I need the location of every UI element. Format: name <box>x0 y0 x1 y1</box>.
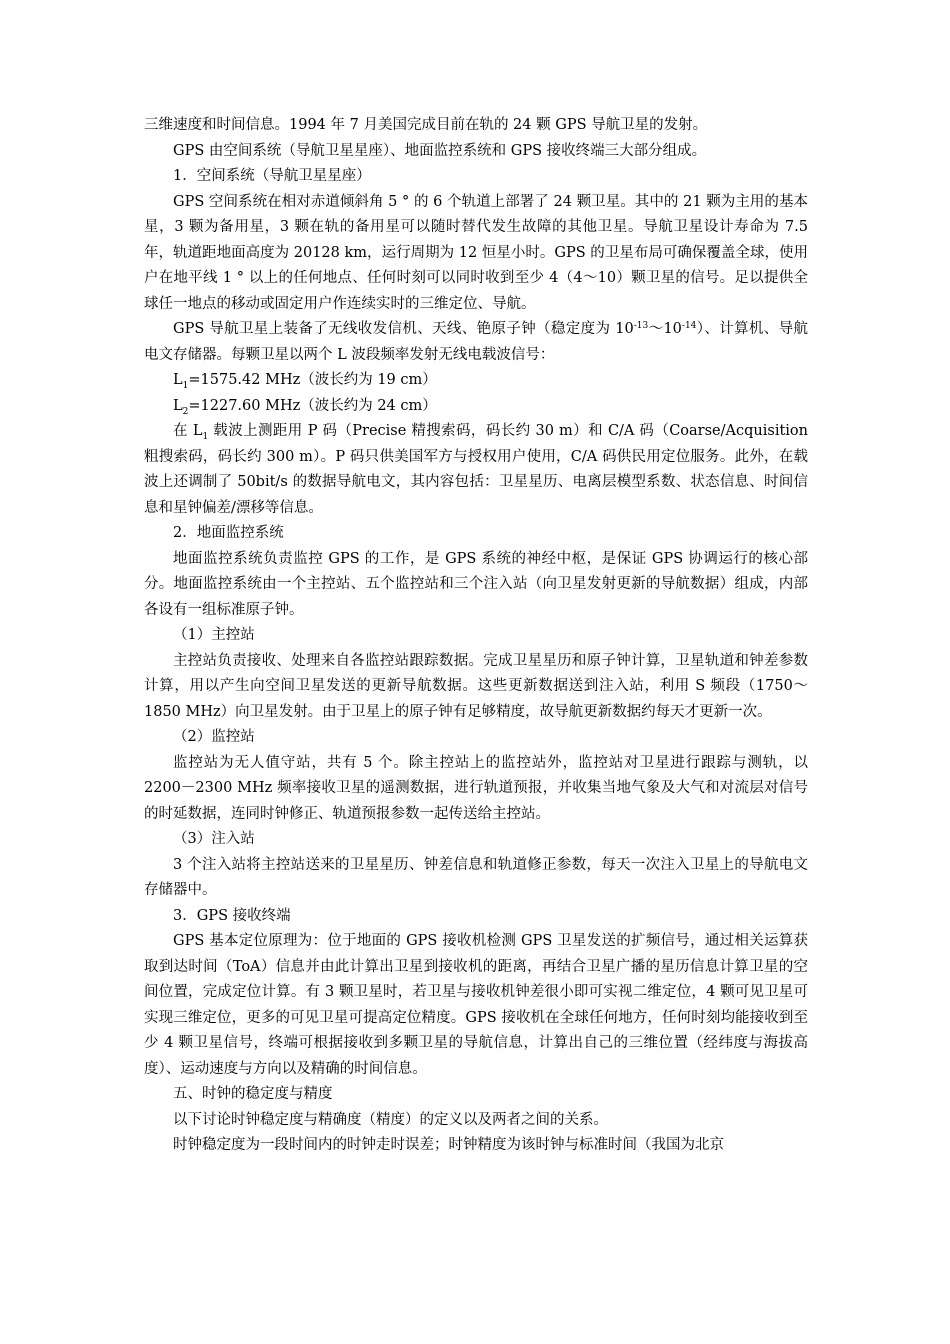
l1-subscript: 1 <box>182 381 189 391</box>
heading-ground-control: 2．地面监控系统 <box>173 525 284 541</box>
l1-symbol: L <box>173 372 183 388</box>
paragraph-monitor-station: 监控站为无人值守站，共有 5 个。除主控站上的监控站外，监控站对卫星进行跟踪与测轨，以 2200－2300 MHz 频率接收卫星的遥测数据，进行轨道预报，并收集当地气象及大气和对流层对信号的时延数据，连同时钟修正、轨道预报参数一起传送给主控站。 <box>144 754 808 822</box>
paragraph-ground-control: 地面监控系统负责监控 GPS 的工作，是 GPS 系统的神经中枢，是保证 GPS 协调运行的核心部分。地面监控系统由一个主控站、五个监控站和三个注入站（向卫星发射更新的导航数据）组成，内部各设有一组标准原子钟。 <box>144 550 808 618</box>
paragraph-section-five-intro: 以下讨论时钟稳定度与精确度（精度）的定义以及两者之间的关系。 <box>173 1111 608 1128</box>
l1-value: =1575.42 MHz（波长约为 19 cm） <box>188 372 437 388</box>
stability-exponent-2: -14 <box>681 321 697 331</box>
heading-monitor-station: （2）监控站 <box>173 729 255 745</box>
paragraph-section-five-definition: 时钟稳定度为一段时间内的时钟走时误差；时钟精度为该时钟与标准时间（我国为北京 <box>173 1137 724 1153</box>
paragraph-gps-receiver: GPS 基本定位原理为：位于地面的 GPS 接收机检测 GPS 卫星发送的扩频信号，通过相关运算获取到达时间（ToA）信息并由此计算出卫星到接收机的距离，再结合卫星广播的星历信息计算卫星的空间位置，完成定位计算。有 3 颗卫星时，若卫星与接收机钟差很小即可实视二维定位，4 颗可见卫星可实现三维定位，更多的可见卫星可提高定位精度。GPS 接收机在全球任何地方，任何时刻均能接收到至少 4 颗卫星信号，终端可根据接收到多颗卫星的导航信息，计算出自己的三维位置（经纬度与海拔高度）、运动速度与方向以及精确的时间信息。 <box>144 933 808 1077</box>
codes-subscript: 1 <box>202 432 209 442</box>
equipment-text-b: ～10 <box>648 321 682 337</box>
document-body <box>144 113 808 1159</box>
l2-subscript: 2 <box>182 406 189 417</box>
paragraph-satellite-equipment <box>144 317 808 368</box>
paragraph-injection-station: 3 个注入站将主控站送来的卫星星历、钟差信息和轨道修正参数，每天一次注入卫星上的导航电文存储器中。 <box>144 856 808 898</box>
formula-l2 <box>144 394 808 420</box>
paragraph-master-station: 主控站负责接收、处理来自各监控站跟踪数据。完成卫星星历和原子钟计算，卫星轨道和钟差参数计算，用以产生向空间卫星发送的更新导航数据。这些更新数据送到注入站，利用 S 频段（1750～1850 MHz）向卫星发射。由于卫星上的原子钟有足够精度，故导航更新数据约每天才更新一次。 <box>144 652 808 720</box>
heading-gps-receiver: 3．GPS 接收终端 <box>173 907 291 924</box>
l2-symbol: L <box>173 397 183 414</box>
equipment-text-a: GPS 导航卫星上装备了无线收发信机、天线、铯原子钟（稳定度为 10 <box>173 321 634 337</box>
formula-l1 <box>144 368 808 394</box>
codes-text-a: 在 L <box>173 423 203 439</box>
paragraph-intro-tail: 三维速度和时间信息。1994 年 7 月美国完成目前在轨的 24 颗 GPS 导航卫星的发射。 <box>144 117 708 133</box>
heading-injection-station: （3）注入站 <box>173 831 255 847</box>
stability-exponent-1: -13 <box>633 321 649 331</box>
heading-master-station: （1）主控站 <box>173 627 255 643</box>
heading-space-system: 1．空间系统（导航卫星星座） <box>173 168 371 184</box>
equipment-text-c: ）、计算机、导航电文存储器。每颗卫星以两个 L 波段频率发射无线电载波信号： <box>144 321 808 363</box>
paragraph-ranging-codes <box>144 419 808 521</box>
l2-value: =1227.60 MHz（波长约为 24 cm） <box>188 397 437 414</box>
paragraph-gps-parts: GPS 由空间系统（导航卫星星座）、地面监控系统和 GPS 接收终端三大部分组成。 <box>173 142 707 159</box>
heading-section-five: 五、时钟的稳定度与精度 <box>173 1086 333 1102</box>
paragraph-space-system: GPS 空间系统在相对赤道倾斜角 5 ° 的 6 个轨道上部署了 24 颗卫星。其中的 21 颗为主用的基本星，3 颗为备用星，3 颗在轨的备用星可以随时替代发生故障的其他卫星。导航卫星设计寿命为 7.5 年，轨道距地面高度为 20128 km，运行周期为 12 恒星小时。GPS 的卫星布局可确保覆盖全球，使用户在地平线 1 ° 以上的任何地点、任何时刻可以同时收到至少 4（4～10）颗卫星的信号。足以提供全球任一地点的移动或固定用户作连续实时的三维定位、导航。 <box>144 193 808 312</box>
codes-text-b: 载波上测距用 P 码（Precise 精搜索码，码长约 30 m）和 C/A 码（Coarse/Acquisition 粗搜索码，码长约 300 m）。P 码只供美国军方与授权用户使用，C/A 码供民用定位服务。此外，在载波上还调制了 50bit/s 的数据导航电文，其内容包括：卫星星历、电离层模型系数、状态信息、时间信息和星钟偏差/漂移等信息。 <box>144 423 808 516</box>
